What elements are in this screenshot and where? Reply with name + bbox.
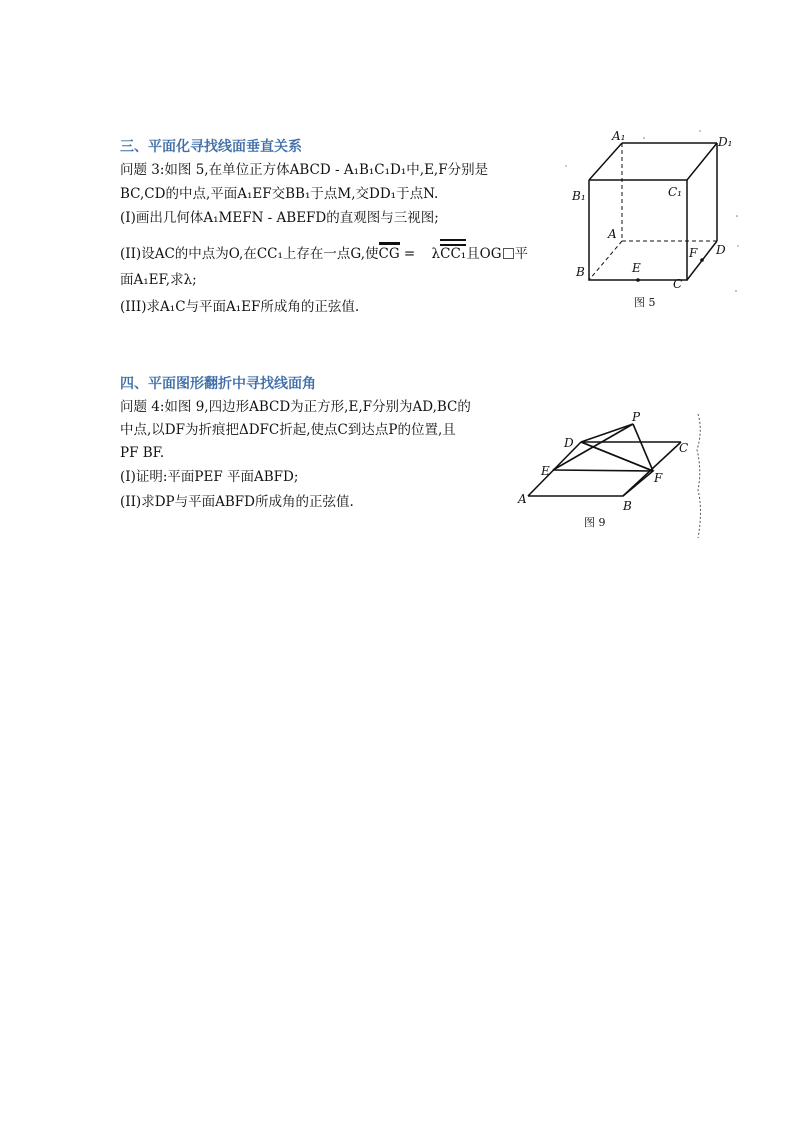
vector-cc1: CC₁ <box>440 246 467 262</box>
label-c1: C₁ <box>668 185 682 199</box>
label-d1: D₁ <box>718 135 733 149</box>
point-f <box>700 258 704 262</box>
perpendicular-symbol <box>503 248 514 259</box>
label-d: D <box>716 243 726 257</box>
problem-3-line-3: (I)画出几何体A₁MEFN - ABEFD的直观图与三视图; <box>120 210 439 226</box>
label-d: D <box>564 436 574 450</box>
hidden-edge-ab <box>589 241 622 280</box>
point-e <box>636 278 640 282</box>
problem-3-line-2: BC,CD的中点,平面A₁EF交BB₁于点M,交DD₁于点N. <box>120 186 439 202</box>
label-e: E <box>541 464 550 478</box>
label-f: F <box>654 471 663 485</box>
label-e: E <box>632 261 641 275</box>
problem-3-line-5: 面A₁EF,求λ; <box>120 272 197 288</box>
label-p: P <box>632 410 641 424</box>
problem-3-part-2-end: 平 <box>514 246 529 262</box>
equals-sign: = <box>399 246 420 262</box>
figure-5-cube-svg <box>562 126 742 312</box>
problem-4-line-4: (I)证明:平面PEF 平面ABFD; <box>120 469 299 485</box>
label-f: F <box>689 246 698 260</box>
problem-4-line-3: PF BF. <box>120 445 165 461</box>
label-a: A <box>608 227 617 241</box>
label-a1: A₁ <box>612 129 626 143</box>
figure-9-caption: 图 9 <box>584 516 606 529</box>
edge-b1a1 <box>589 143 622 180</box>
vector-cg: CG <box>378 246 400 262</box>
figure-9 <box>513 410 713 542</box>
label-c: C <box>679 441 689 455</box>
problem-3-line-4 <box>120 245 528 263</box>
problem-3-part-2-cont: 且OG <box>466 246 502 262</box>
segment-ef <box>553 470 653 471</box>
label-a: A <box>518 492 527 506</box>
problem-3-line-1: 问题 3:如图 5,在单位正方体ABCD - A₁B₁C₁D₁中,E,F分别是 <box>120 162 489 178</box>
label-c: C <box>673 277 683 291</box>
figure-5-caption: 图 5 <box>634 296 656 309</box>
section-3-title: 三、平面化寻找线面垂直关系 <box>120 139 302 155</box>
label-b1: B₁ <box>572 189 586 203</box>
section-4-title: 四、平面图形翻折中寻找线面角 <box>120 376 316 392</box>
edge-d1c1 <box>687 143 717 180</box>
problem-4-line-2: 中点,以DF为折痕把ΔDFC折起,使点C到达点P的位置,且 <box>120 422 456 438</box>
problem-4-line-1: 问题 4:如图 9,四边形ABCD为正方形,E,F分别为AD,BC的 <box>120 399 471 415</box>
figure-9-fold-svg <box>513 410 713 542</box>
problem-3-line-6: (III)求A₁C与平面A₁EF所成角的正弦值. <box>120 299 360 315</box>
label-b: B <box>576 265 585 279</box>
problem-4-line-5: (II)求DP与平面ABFD所成角的正弦值. <box>120 494 354 510</box>
problem-3-part-2-text: (II)设AC的中点为O,在CC₁上存在一点G,使 <box>120 246 379 262</box>
label-b: B <box>623 499 632 513</box>
lambda-symbol: λ <box>431 246 441 262</box>
figure-5 <box>562 126 742 312</box>
scan-edge <box>697 414 701 538</box>
